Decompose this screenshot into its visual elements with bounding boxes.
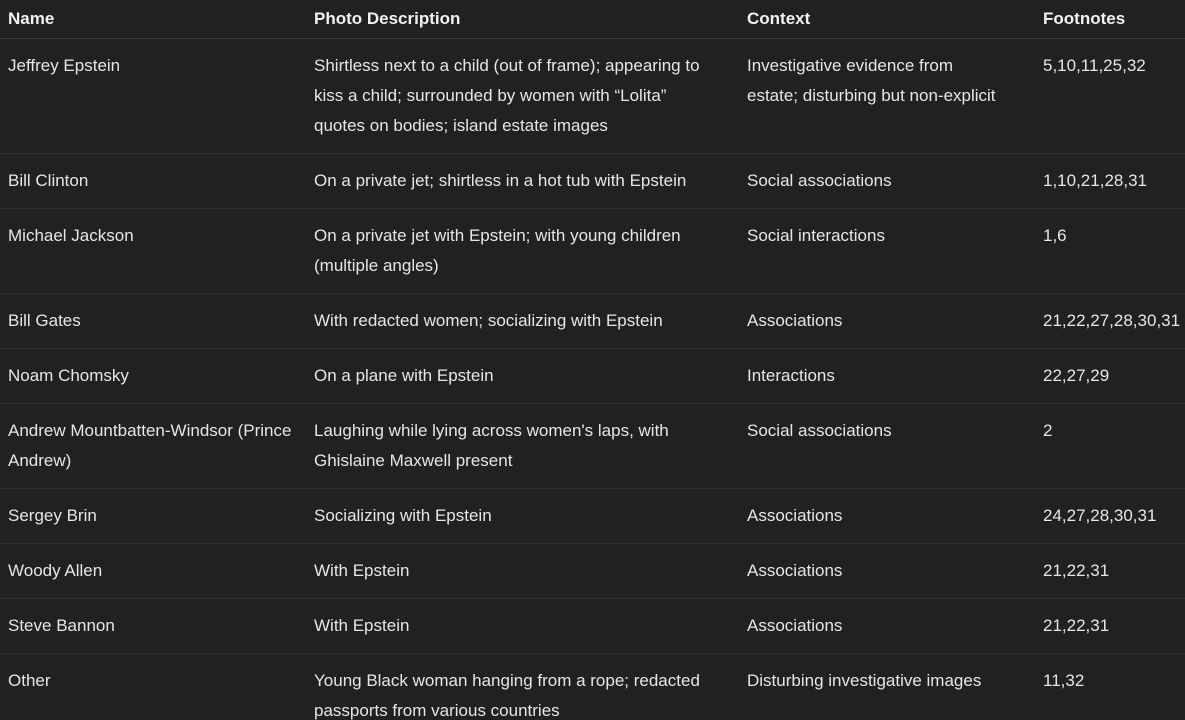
header-photo-description: Photo Description — [306, 0, 739, 39]
table-row — [0, 154, 1185, 209]
cell-name: Noam Chomsky — [0, 349, 306, 404]
cell-description: Socializing with Epstein — [306, 489, 739, 544]
cell-context: Social associations — [739, 404, 1035, 489]
cell-name: Michael Jackson — [0, 209, 306, 294]
cell-footnotes: 21,22,27,28,30,31 — [1035, 294, 1185, 349]
cell-name: Bill Gates — [0, 294, 306, 349]
cell-context: Disturbing investigative images — [739, 654, 1035, 720]
cell-context: Associations — [739, 544, 1035, 599]
cell-description: Laughing while lying across women's laps, with Ghislaine Maxwell present — [306, 404, 739, 489]
cell-name: Steve Bannon — [0, 599, 306, 654]
cell-context: Associations — [739, 294, 1035, 349]
table-row — [0, 209, 1185, 294]
header-context: Context — [739, 0, 1035, 39]
table-row — [0, 654, 1185, 720]
header-footnotes: Footnotes — [1035, 0, 1185, 39]
cell-context: Social interactions — [739, 209, 1035, 294]
cell-description: On a private jet with Epstein; with young children (multiple angles) — [306, 209, 739, 294]
header-row — [0, 0, 1185, 39]
cell-name: Other — [0, 654, 306, 720]
cell-name: Sergey Brin — [0, 489, 306, 544]
cell-footnotes: 11,32 — [1035, 654, 1185, 720]
cell-footnotes: 21,22,31 — [1035, 544, 1185, 599]
table-row — [0, 349, 1185, 404]
header-name: Name — [0, 0, 306, 39]
cell-description: On a plane with Epstein — [306, 349, 739, 404]
cell-name: Woody Allen — [0, 544, 306, 599]
cell-context: Investigative evidence from estate; disturbing but non-explicit — [739, 39, 1035, 154]
cell-name: Jeffrey Epstein — [0, 39, 306, 154]
cell-description: On a private jet; shirtless in a hot tub with Epstein — [306, 154, 739, 209]
table-row — [0, 489, 1185, 544]
cell-context: Associations — [739, 599, 1035, 654]
cell-name: Andrew Mountbatten-Windsor (Prince Andrew) — [0, 404, 306, 489]
cell-description: With Epstein — [306, 599, 739, 654]
table-row — [0, 294, 1185, 349]
table-body — [0, 39, 1185, 720]
cell-footnotes: 2 — [1035, 404, 1185, 489]
table-row — [0, 544, 1185, 599]
cell-footnotes: 22,27,29 — [1035, 349, 1185, 404]
cell-footnotes: 5,10,11,25,32 — [1035, 39, 1185, 154]
cell-description: With Epstein — [306, 544, 739, 599]
cell-description: With redacted women; socializing with Epstein — [306, 294, 739, 349]
cell-name: Bill Clinton — [0, 154, 306, 209]
table-row — [0, 39, 1185, 154]
cell-footnotes: 1,10,21,28,31 — [1035, 154, 1185, 209]
cell-context: Interactions — [739, 349, 1035, 404]
cell-footnotes: 1,6 — [1035, 209, 1185, 294]
cell-description: Shirtless next to a child (out of frame); appearing to kiss a child; surrounded by women with “Lolita” quotes on bodies; island estate images — [306, 39, 739, 154]
cell-footnotes: 24,27,28,30,31 — [1035, 489, 1185, 544]
table-header — [0, 0, 1185, 39]
cell-context: Social associations — [739, 154, 1035, 209]
cell-context: Associations — [739, 489, 1035, 544]
cell-description: Young Black woman hanging from a rope; redacted passports from various countries — [306, 654, 739, 720]
table-row — [0, 599, 1185, 654]
table-row — [0, 404, 1185, 489]
cell-footnotes: 21,22,31 — [1035, 599, 1185, 654]
